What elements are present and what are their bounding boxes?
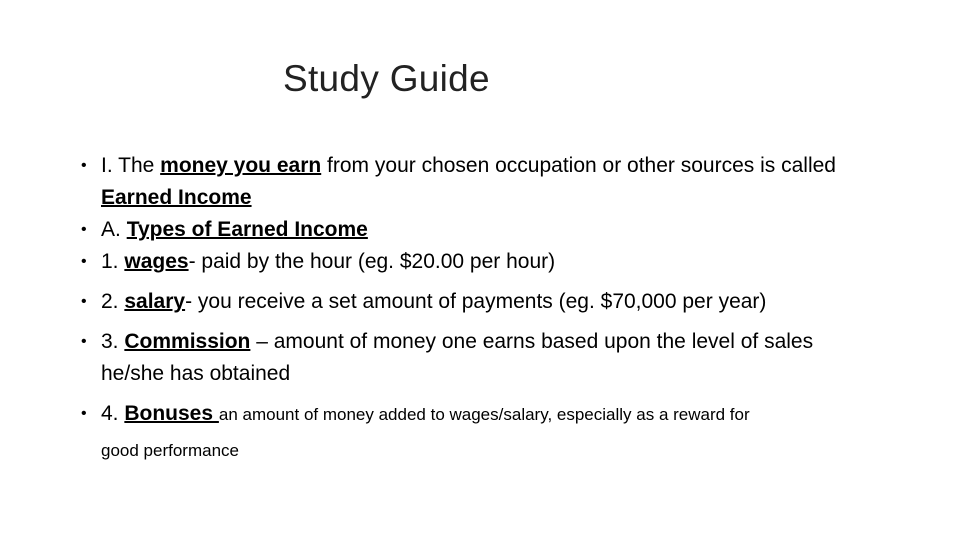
- bullet-text: an amount of money added to wages/salary, especially as a reward for: [218, 405, 750, 424]
- bullet-text: - you receive a set amount of payments (eg. $70,000 per year): [185, 290, 767, 313]
- key-term: salary: [124, 290, 186, 313]
- key-term: Types of Earned Income: [126, 218, 368, 241]
- bullet-text: from your chosen occupation or other sources is called: [321, 154, 836, 177]
- list-item: [75, 150, 875, 214]
- bullet-text: 3.: [101, 330, 125, 353]
- key-term: wages: [124, 250, 189, 273]
- bullet-text-continued: good performance: [101, 441, 239, 460]
- bullet-text: 2.: [101, 290, 125, 313]
- list-item: [75, 246, 875, 278]
- key-term: Bonuses: [124, 402, 219, 425]
- key-term: Earned Income: [101, 186, 252, 209]
- bullet-dot-icon: •: [81, 157, 87, 174]
- bullet-dot-icon: •: [81, 253, 87, 270]
- bullet-text: 4.: [101, 402, 125, 425]
- bullet-dot-icon: •: [81, 293, 87, 310]
- list-item: [75, 214, 875, 246]
- list-item: [75, 286, 875, 318]
- bullet-text: 1.: [101, 250, 125, 273]
- list-item: [75, 326, 875, 390]
- bullet-list: [75, 150, 875, 467]
- bullet-text: – amount of money one earns based upon the level of sales he/she has obtained: [101, 330, 814, 385]
- bullet-dot-icon: •: [81, 333, 87, 350]
- list-item: [75, 398, 875, 467]
- bullet-dot-icon: •: [81, 405, 87, 422]
- bullet-text: - paid by the hour (eg. $20.00 per hour): [188, 250, 556, 273]
- slide-title: Study Guide: [283, 58, 490, 99]
- bullet-text: I. The: [101, 154, 161, 177]
- key-term: money you earn: [160, 154, 322, 177]
- key-term: Commission: [124, 330, 251, 353]
- bullet-dot-icon: •: [81, 221, 87, 238]
- bullet-text: A.: [101, 218, 127, 241]
